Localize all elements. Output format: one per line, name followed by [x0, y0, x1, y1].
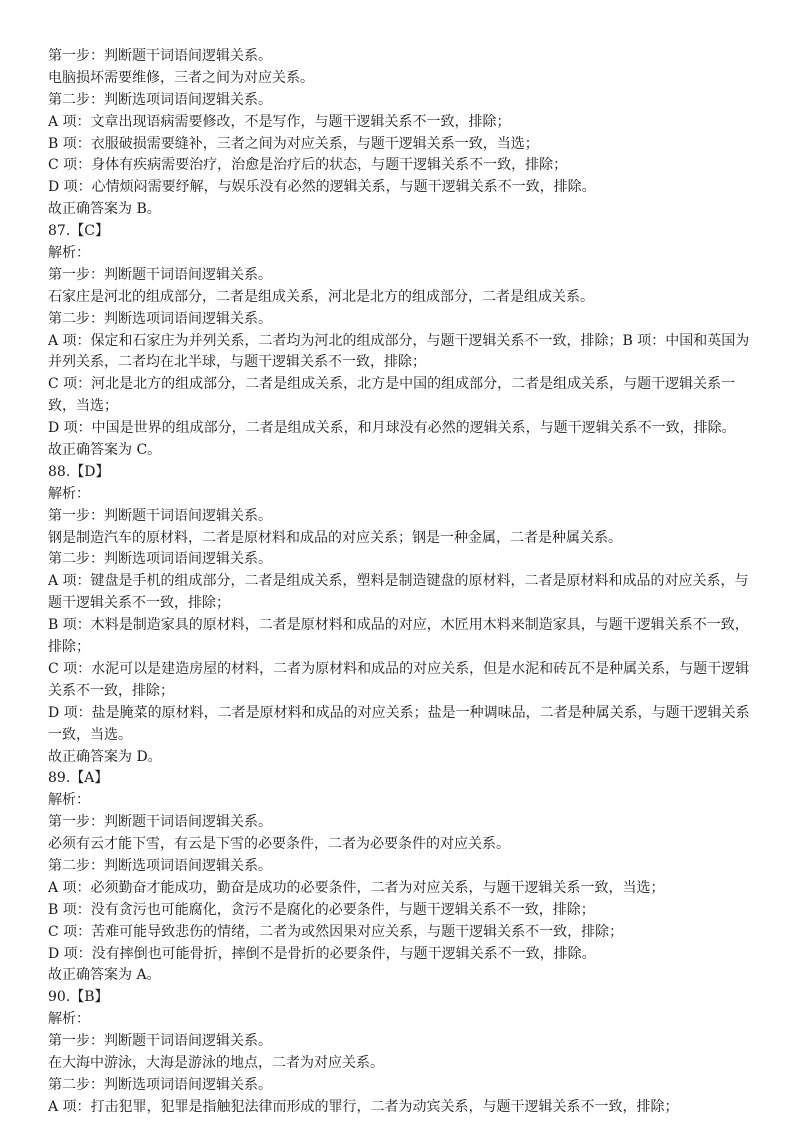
- text-line: 一致，当选。: [48, 726, 132, 743]
- text-line: 87.【C】: [48, 223, 109, 240]
- text-line: 故正确答案为 D。: [48, 748, 162, 765]
- text-line: 故正确答案为 A。: [48, 967, 161, 984]
- text-line: D 项：没有摔倒也可能骨折，摔倒不是骨折的必要条件，与题干逻辑关系不一致，排除。: [48, 945, 596, 962]
- text-line: A 项：必须勤奋才能成功，勤奋是成功的必要条件，二者为对应关系，与题干逻辑关系一致，当选；: [48, 879, 665, 896]
- text-line: 致，当选；: [48, 398, 118, 415]
- text-line: 第一步：判断题干词语间逻辑关系。: [48, 507, 272, 524]
- text-line: 第二步：判断选项词语间逻辑关系。: [48, 1076, 272, 1093]
- text-line: 解析：: [48, 485, 90, 502]
- text-line: 第一步：判断题干词语间逻辑关系。: [48, 48, 272, 64]
- text-line: 第二步：判断选项词语间逻辑关系。: [48, 551, 272, 568]
- text-line: B 项：木料是制造家具的原材料，二者是原材料和成品的对应，木匠用木料来制造家具，与题干逻辑关系不一致，: [48, 617, 749, 634]
- text-line: 排除；: [48, 639, 90, 656]
- text-line: D 项：中国是世界的组成部分，二者是组成关系，和月球没有必然的逻辑关系，与题干逻辑关系不一致，排除。: [48, 420, 736, 437]
- text-line: 第一步：判断题干词语间逻辑关系。: [48, 814, 272, 831]
- text-line: 必须有云才能下雪，有云是下雪的必要条件，二者为必要条件的对应关系。: [48, 836, 510, 853]
- text-line: 电脑损坏需要维修，三者之间为对应关系。: [48, 69, 314, 86]
- text-line: 关系不一致，排除；: [48, 682, 174, 699]
- text-line: D 项：心情烦闷需要纾解，与娱乐没有必然的逻辑关系，与题干逻辑关系不一致，排除。: [48, 179, 596, 196]
- text-line: 解析：: [48, 245, 90, 262]
- text-line: B 项：衣服破损需要缝补，三者之间为对应关系，与题干逻辑关系一致，当选；: [48, 135, 539, 152]
- text-line: 解析：: [48, 792, 90, 809]
- text-line: 解析：: [48, 1011, 90, 1028]
- text-line: 故正确答案为 C。: [48, 442, 162, 459]
- text-line: 第一步：判断题干词语间逻辑关系。: [48, 266, 272, 283]
- text-line: 90.【B】: [48, 989, 109, 1006]
- text-line: A 项：保定和石家庄为并列关系，二者均为河北的组成部分，与题干逻辑关系不一致，排除；B 项：中国和英国为: [48, 332, 750, 349]
- text-line: C 项：苦难可能导致悲伤的情绪，二者为或然因果对应关系，与题干逻辑关系不一致，排除；: [48, 923, 624, 940]
- text-line: 第二步：判断选项词语间逻辑关系。: [48, 91, 272, 108]
- text-line: 石家庄是河北的组成部分，二者是组成关系，河北是北方的组成部分，二者是组成关系。: [48, 288, 594, 305]
- text-line: 88.【D】: [48, 463, 110, 480]
- text-line: 第二步：判断选项词语间逻辑关系。: [48, 310, 272, 327]
- text-line: 第一步：判断题干词语间逻辑关系。: [48, 1033, 272, 1050]
- text-line: A 项：打击犯罪，犯罪是指触犯法律而形成的罪行，二者为动宾关系，与题干逻辑关系不一致，排除；: [48, 1098, 679, 1115]
- text-line: 故正确答案为 B。: [48, 201, 161, 218]
- text-line: C 项：水泥可以是建造房屋的材料，二者为原材料和成品的对应关系，但是水泥和砖瓦不是种属关系，与题干逻辑: [48, 660, 750, 677]
- text-line: A 项：键盘是手机的组成部分，二者是组成关系，塑料是制造键盘的原材料，二者是原材料和成品的对应关系，与: [48, 573, 749, 590]
- text-line: 89.【A】: [48, 770, 109, 787]
- text-line: B 项：没有贪污也可能腐化，贪污不是腐化的必要条件，与题干逻辑关系不一致，排除；: [48, 901, 595, 918]
- text-line: A 项：文章出现语病需要修改，不是写作，与题干逻辑关系不一致，排除；: [48, 113, 511, 130]
- text-line: D 项：盐是腌菜的原材料，二者是原材料和成品的对应关系；盐是一种调味品，二者是种属关系，与题干逻辑关系: [48, 704, 750, 721]
- text-line: 第二步：判断选项词语间逻辑关系。: [48, 857, 272, 874]
- text-line: 在大海中游泳，大海是游泳的地点，二者为对应关系。: [48, 1054, 384, 1071]
- text-line: C 项：身体有疾病需要治疗，治愈是治疗后的状态，与题干逻辑关系不一致，排除；: [48, 157, 568, 174]
- text-line: C 项：河北是北方的组成部分，二者是组成关系，北方是中国的组成部分，二者是组成关系，与题干逻辑关系一: [48, 376, 736, 393]
- text-line: 钢是制造汽车的原材料，二者是原材料和成品的对应关系；钢是一种金属，二者是种属关系。: [48, 529, 622, 546]
- document-page: [48, 46, 760, 1119]
- text-line: 题干逻辑关系不一致，排除；: [48, 595, 230, 612]
- text-line: 并列关系，二者均在北半球，与题干逻辑关系不一致，排除；: [48, 354, 426, 371]
